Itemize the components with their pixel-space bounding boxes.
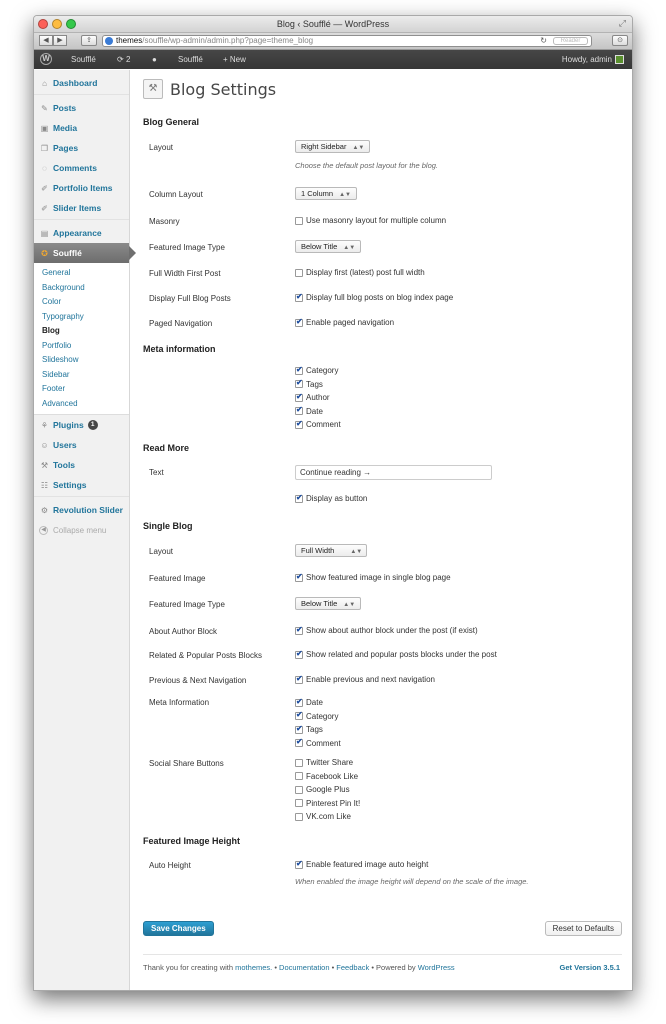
layout-description: Choose the default post layout for the blog. — [295, 161, 439, 170]
single-featured-image-type-select-value: Below Title — [301, 599, 338, 608]
twitter-share-checkbox[interactable] — [295, 756, 360, 770]
checkbox-box — [295, 217, 303, 225]
submenu-item-sidebar[interactable]: Sidebar — [42, 369, 70, 379]
column-layout-select-value: 1 Column — [301, 189, 334, 198]
single-meta-option-label: Category — [306, 711, 339, 721]
menu-separator — [34, 496, 129, 499]
author-link[interactable]: mothemes. — [235, 963, 273, 972]
theme-icon: ✪ — [41, 248, 48, 258]
full-width-first-post-option: Display first (latest) post full width — [306, 268, 425, 278]
checkmark-icon — [295, 421, 303, 429]
label-column-layout: Column Layout — [149, 190, 203, 199]
sidebar-item-slider-items[interactable] — [34, 198, 129, 218]
footer-thanks: Thank you for creating with — [143, 963, 234, 972]
single-layout-select[interactable] — [295, 544, 367, 557]
checkmark-icon — [295, 726, 303, 734]
display-as-button-checkbox[interactable] — [295, 492, 367, 506]
sidebar-item-label: Posts — [53, 103, 77, 113]
downloads-button[interactable]: ⊙ — [612, 35, 628, 46]
checkmark-icon — [295, 319, 303, 327]
checkmark-icon — [295, 407, 303, 415]
featured-image-checkbox[interactable] — [295, 571, 451, 585]
checkmark-icon — [295, 699, 303, 707]
submenu-item-background[interactable]: Background — [42, 282, 85, 292]
admin-sidebar — [34, 70, 130, 990]
meta-category-checkbox[interactable] — [295, 364, 341, 378]
sidebar-item-label: Settings — [53, 480, 87, 490]
sidebar-item-appearance[interactable] — [34, 223, 129, 243]
sidebar-item-comments[interactable] — [34, 158, 129, 178]
reload-icon[interactable]: ↻ — [540, 36, 547, 45]
wordpress-link[interactable]: WordPress — [417, 963, 455, 972]
window-titlebar — [34, 16, 632, 33]
collapse-menu-button[interactable] — [34, 520, 129, 540]
adminbar-account[interactable] — [562, 55, 624, 64]
label-featured-image: Featured Image — [149, 574, 206, 583]
label-layout: Layout — [149, 143, 174, 152]
sidebar-item-dashboard[interactable] — [34, 73, 129, 93]
pages-icon: ❐ — [40, 143, 49, 153]
label-display-full-blog-posts: Display Full Blog Posts — [149, 294, 231, 303]
browser-toolbar — [34, 33, 632, 50]
checkmark-icon — [295, 676, 303, 684]
checkbox-box — [295, 786, 303, 794]
submenu-item-color[interactable]: Color — [42, 297, 62, 306]
page-header — [143, 79, 276, 99]
footer-powered: • Powered by — [369, 963, 418, 972]
submenu-item-slideshow[interactable]: Slideshow — [42, 355, 79, 364]
reader-button[interactable]: Reader — [553, 37, 588, 45]
reset-to-defaults-button[interactable]: Reset to Defaults — [545, 921, 622, 936]
sidebar-item-plugins[interactable] — [34, 415, 129, 435]
meta-option-label: Category — [306, 366, 339, 376]
meta-option-label: Tags — [306, 379, 323, 389]
sidebar-item-label: Plugins — [53, 420, 84, 430]
pencil-icon: ✐ — [41, 183, 48, 193]
checkmark-icon — [295, 739, 303, 747]
facebook-like-checkbox[interactable] — [295, 770, 360, 784]
sidebar-item-tools[interactable] — [34, 455, 129, 475]
display-full-blog-posts-checkbox[interactable] — [295, 291, 453, 305]
checkmark-icon — [295, 651, 303, 659]
updates-count: 2 — [125, 55, 131, 64]
browser-window — [33, 15, 633, 991]
featured-image-type-select[interactable] — [295, 240, 361, 253]
footer-separator: • — [329, 963, 337, 972]
section-heading-meta-information: Meta information — [143, 344, 216, 354]
footer-divider — [143, 954, 622, 955]
meta-comment-checkbox[interactable] — [295, 418, 341, 432]
meta-option-label: Comment — [306, 420, 341, 430]
sidebar-item-label: Soufflé — [53, 248, 82, 258]
checkmark-icon — [295, 394, 303, 402]
submenu-item-typography[interactable]: Typography — [42, 311, 84, 321]
menu-separator — [34, 219, 129, 222]
meta-options-group — [295, 364, 341, 432]
plugins-update-badge: 1 — [88, 420, 98, 430]
label-auto-height: Auto Height — [149, 861, 191, 870]
collapse-arrow-icon: ◀ — [39, 526, 48, 535]
howdy-text: Howdy, admin — [561, 55, 612, 64]
section-heading-read-more: Read More — [143, 443, 190, 453]
address-bar[interactable] — [102, 35, 592, 47]
sidebar-item-revolution-slider[interactable] — [34, 500, 129, 520]
feedback-link[interactable]: Feedback — [336, 963, 370, 972]
meta-date-checkbox[interactable] — [295, 405, 341, 419]
adminbar-new[interactable]: + New — [223, 55, 246, 64]
meta-option-label: Author — [306, 393, 330, 403]
social-option-label: VK.com Like — [306, 812, 351, 822]
menu-separator — [34, 94, 129, 97]
checkmark-icon — [295, 380, 303, 388]
single-meta-option-label: Tags — [306, 725, 323, 735]
globe-icon — [105, 37, 113, 45]
single-meta-option-label: Comment — [306, 738, 341, 748]
sidebar-item-souffle[interactable] — [34, 243, 129, 263]
social-option-label: Twitter Share — [306, 758, 354, 768]
label-related-popular: Related & Popular Posts Blocks — [149, 651, 262, 660]
select-arrows-icon: ▲▼ — [352, 145, 365, 151]
adminbar-updates[interactable] — [117, 55, 130, 64]
single-layout-select-value: Full Width — [301, 546, 335, 555]
settings-page-icon: ⚒ — [143, 79, 163, 99]
prev-next-navigation-checkbox[interactable] — [295, 673, 435, 687]
sidebar-item-posts[interactable] — [34, 98, 129, 118]
submenu-item-general[interactable]: General — [42, 268, 71, 277]
sidebar-item-users[interactable] — [34, 435, 129, 455]
sidebar-item-label: Users — [53, 440, 77, 450]
related-popular-option: Show related and popular posts blocks under the post — [306, 650, 497, 660]
checkmark-icon — [295, 495, 303, 503]
tools-icon: ⚒ — [40, 460, 49, 470]
section-heading-featured-image-height: Featured Image Height — [143, 836, 241, 846]
main-content — [131, 70, 632, 990]
label-read-more-text: Text — [149, 468, 164, 477]
dashboard-icon: ⌂ — [42, 78, 47, 88]
about-author-block-checkbox[interactable] — [295, 624, 478, 638]
souffle-submenu — [34, 263, 129, 415]
adminbar-site-name[interactable]: Soufflé — [71, 55, 96, 64]
checkmark-icon — [295, 861, 303, 869]
wordpress-logo-icon[interactable]: W — [40, 53, 52, 65]
section-heading-single-blog: Single Blog — [143, 521, 193, 531]
social-option-label: Pinterest Pin It! — [306, 798, 361, 808]
submenu-item-advanced[interactable]: Advanced — [42, 398, 78, 408]
meta-tags-checkbox[interactable] — [295, 378, 341, 392]
pinterest-checkbox[interactable] — [295, 797, 360, 811]
select-arrows-icon: ▲▼ — [343, 602, 356, 608]
meta-option-label: Date — [306, 406, 323, 416]
sidebar-item-label: Appearance — [53, 228, 102, 238]
single-meta-option-label: Date — [306, 698, 323, 708]
sidebar-item-pages[interactable] — [34, 138, 129, 158]
single-featured-image-type-select[interactable] — [295, 597, 361, 610]
label-single-layout: Layout — [149, 547, 174, 556]
sidebar-item-portfolio-items[interactable] — [34, 178, 129, 198]
checkbox-box — [295, 813, 303, 821]
fullscreen-icon[interactable]: ⤢ — [618, 18, 626, 28]
back-button[interactable]: ◀ — [39, 35, 53, 46]
sidebar-item-label: Slider Items — [53, 203, 102, 213]
users-icon: ☺ — [40, 440, 49, 450]
url-host: themes — [116, 36, 143, 45]
comment-bubble-icon[interactable]: ● — [152, 55, 157, 64]
vk-like-checkbox[interactable] — [295, 810, 360, 824]
sidebar-item-label: Media — [53, 123, 78, 133]
auto-height-checkbox[interactable] — [295, 858, 428, 872]
page-title: Blog Settings — [170, 79, 277, 99]
paged-navigation-checkbox[interactable] — [295, 316, 394, 330]
share-button[interactable]: ⇪ — [81, 35, 97, 46]
label-about-author-block: About Author Block — [149, 627, 218, 636]
sidebar-item-media[interactable] — [34, 118, 129, 138]
pin-icon: ✎ — [41, 103, 48, 113]
meta-author-checkbox[interactable] — [295, 391, 341, 405]
auto-height-description: When enabled the image height will depend on the scale of the image. — [295, 877, 529, 886]
settings-icon: ☷ — [40, 480, 49, 490]
select-arrows-icon: ▲▼ — [343, 245, 356, 251]
documentation-link[interactable]: Documentation — [279, 963, 330, 972]
full-width-first-post-checkbox[interactable] — [295, 266, 425, 280]
sidebar-item-label: Dashboard — [53, 78, 98, 88]
checkbox-box — [295, 759, 303, 767]
single-meta-date-checkbox[interactable] — [295, 696, 341, 710]
media-icon: ▣ — [40, 123, 49, 133]
single-meta-options-group — [295, 696, 341, 750]
social-share-options-group — [295, 756, 360, 824]
label-social-share: Social Share Buttons — [149, 759, 224, 768]
sidebar-item-label: Portfolio Items — [53, 183, 113, 193]
gear-icon: ⚙ — [40, 505, 49, 515]
label-paged-navigation: Paged Navigation — [149, 319, 213, 328]
column-layout-select[interactable] — [295, 187, 357, 200]
single-meta-tags-checkbox[interactable] — [295, 723, 341, 737]
footer-separator: • — [272, 963, 280, 972]
sidebar-item-settings[interactable] — [34, 475, 129, 495]
checkmark-icon — [295, 712, 303, 720]
paged-navigation-option: Enable paged navigation — [306, 318, 395, 328]
window-title: Blog ‹ Soufflé — WordPress — [276, 19, 390, 29]
social-option-label: Google Plus — [306, 785, 350, 795]
checkbox-box — [295, 269, 303, 277]
avatar — [615, 55, 624, 64]
sidebar-item-label: Revolution Slider — [53, 505, 123, 515]
plugins-icon: ⚘ — [40, 420, 49, 430]
display-as-button-option: Display as button — [306, 494, 368, 504]
wp-admin-bar — [34, 50, 632, 69]
pencil-icon: ✐ — [41, 203, 48, 213]
social-option-label: Facebook Like — [306, 771, 359, 781]
auto-height-option: Enable featured image auto height — [306, 860, 429, 870]
featured-image-type-select-value: Below Title — [301, 242, 338, 251]
checkmark-icon — [295, 367, 303, 375]
comments-icon: ◌ — [42, 163, 47, 173]
forward-button[interactable]: ▶ — [53, 35, 67, 46]
label-masonry: Masonry — [149, 217, 180, 226]
masonry-checkbox[interactable] — [295, 214, 446, 228]
single-meta-category-checkbox[interactable] — [295, 710, 341, 724]
refresh-icon: ⟳ — [117, 55, 126, 64]
masonry-option-label: Use masonry layout for multiple column — [306, 216, 447, 226]
label-single-featured-image-type: Featured Image Type — [149, 600, 225, 609]
label-full-width-first-post: Full Width First Post — [149, 269, 221, 278]
sidebar-item-label: Pages — [53, 143, 79, 153]
url-path: /souffle/wp-admin/admin.php?page=theme_blog — [142, 36, 314, 45]
select-arrows-icon: ▲▼ — [339, 192, 351, 198]
single-meta-comment-checkbox[interactable] — [295, 737, 341, 751]
sidebar-item-label: Tools — [53, 460, 76, 470]
read-more-text-input[interactable]: Continue reading → — [295, 465, 492, 480]
submenu-item-portfolio[interactable]: Portfolio — [42, 340, 72, 350]
nav-buttons — [39, 35, 67, 46]
checkmark-icon — [295, 627, 303, 635]
appearance-icon: ▤ — [40, 228, 49, 238]
featured-image-option: Show featured image in single blog page — [306, 573, 451, 583]
submenu-item-footer[interactable]: Footer — [42, 384, 66, 393]
layout-select-value: Right Sidebar — [301, 142, 347, 151]
label-single-meta: Meta Information — [149, 698, 210, 707]
related-popular-checkbox[interactable] — [295, 648, 497, 662]
adminbar-site-link[interactable]: Soufflé — [178, 55, 203, 64]
google-plus-checkbox[interactable] — [295, 783, 360, 797]
checkbox-box — [295, 772, 303, 780]
section-heading-blog-general: Blog General — [143, 117, 200, 127]
get-version-link[interactable]: Get Version 3.5.1 — [559, 963, 620, 972]
about-author-block-option: Show about author block under the post (if exist) — [306, 626, 478, 636]
submenu-item-blog[interactable]: Blog — [42, 326, 60, 335]
sidebar-item-label: Comments — [53, 163, 97, 173]
checkmark-icon — [295, 574, 303, 582]
display-full-blog-posts-option: Display full blog posts on blog index page — [306, 293, 454, 303]
save-changes-button[interactable]: Save Changes — [143, 921, 214, 936]
footer-text — [143, 963, 455, 972]
layout-select[interactable] — [295, 140, 370, 153]
prev-next-navigation-option: Enable previous and next navigation — [306, 675, 435, 685]
label-featured-image-type: Featured Image Type — [149, 243, 225, 252]
checkbox-box — [295, 799, 303, 807]
checkmark-icon — [295, 294, 303, 302]
select-arrows-icon: ▲▼ — [350, 549, 363, 555]
collapse-menu-label: Collapse menu — [53, 525, 107, 535]
label-prev-next-navigation: Previous & Next Navigation — [149, 676, 247, 685]
